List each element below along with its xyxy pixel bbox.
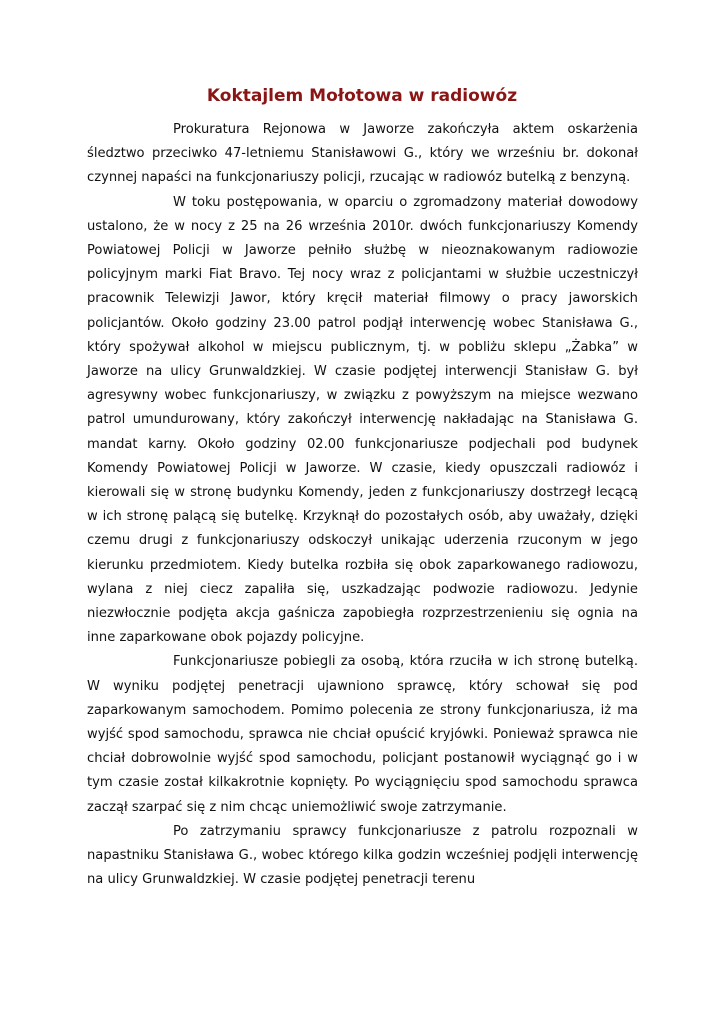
paragraph-3: Funkcjonariusze pobiegli za osobą, która rzuciła w ich stronę butelką. W wyniku podjętej penetracji ujawniono sprawcę, który schował się pod zaparkowanym samochodem. Pomimo polecenia ze strony funkcjonariusza, iż ma wyjść spod samochodu, sprawca nie chciał opuścić kryjówki. Ponieważ sprawca nie chciał dobrowolnie wyjść spod samochodu, policjant postanowił wyciągnąć go i w tym czasie został kilkakrotnie kopnięty. Po wyciągnięciu spod samochodu sprawca zaczął szarpać się z nim chcąc uniemożliwić swoje zatrzymanie.	[87, 654, 638, 815]
document-body	[87, 118, 638, 893]
document-title: Koktajlem Mołotowa w radiowóz	[206, 86, 518, 106]
paragraph-2: W toku postępowania, w oparciu o zgromadzony materiał dowodowy ustalono, że w nocy z 25 na 26 września 2010r. dwóch funkcjonariuszy Komendy Powiatowej Policji w Jaworze pełniło służbę w nieoznakowanym radiowozie policyjnym marki Fiat Bravo. Tej nocy wraz z policjantami w służbie uczestniczył pracownik Telewizji Jawor, który kręcił materiał filmowy o pracy jaworskich policjantów. Około godziny 23.00 patrol podjął interwencję wobec Stanisława G., który spożywał alkohol w miejscu publicznym, tj. w pobliżu sklepu „Żabka” w Jaworze na ulicy Grunwaldzkiej. W czasie podjętej interwencji Stanisław G. był agresywny wobec funkcjonariuszy, w związku z powyższym na miejsce wezwano patrol umundurowany, który zakończył interwencję nakładając na Stanisława G. mandat karny. Około godziny 02.00 funkcjonariusze podjechali pod budynek Komendy Powiatowej Policji w Jaworze. W czasie, kiedy opuszczali radiowóz i kierowali się w stronę budynku Komendy, jeden z funkcjonariuszy dostrzegł lecącą w ich stronę palącą się butelkę. Krzyknął do pozostałych osób, aby uważały, dzięki czemu drugi z funkcjonariuszy odskoczył unikając uderzenia rzuconym w jego kierunku przedmiotem. Kiedy butelka rozbiła się obok zaparkowanego radiowozu, wylana z niej ciecz zapaliła się, uszkadzając podwozie radiowozu. Jedynie niezwłocznie podjęta akcja gaśnicza zapobiegła rozprzestrzenieniu się ognia na inne zaparkowane obok pojazdy policyjne.	[87, 194, 638, 646]
paragraph-1: Prokuratura Rejonowa w Jaworze zakończyła aktem oskarżenia śledztwo przeciwko 47-letniemu Stanisławowi G., który we wrześniu br. dokonał czynnej napaści na funkcjonariuszy policji, rzucając w radiowóz butelką z benzyną.	[87, 122, 638, 186]
paragraph-4: Po zatrzymaniu sprawcy funkcjonariusze z patrolu rozpoznali w napastniku Stanisława G., wobec którego kilka godzin wcześniej podjęli interwencję na ulicy Grunwaldzkiej. W czasie podjętej penetracji terenu	[87, 823, 638, 888]
